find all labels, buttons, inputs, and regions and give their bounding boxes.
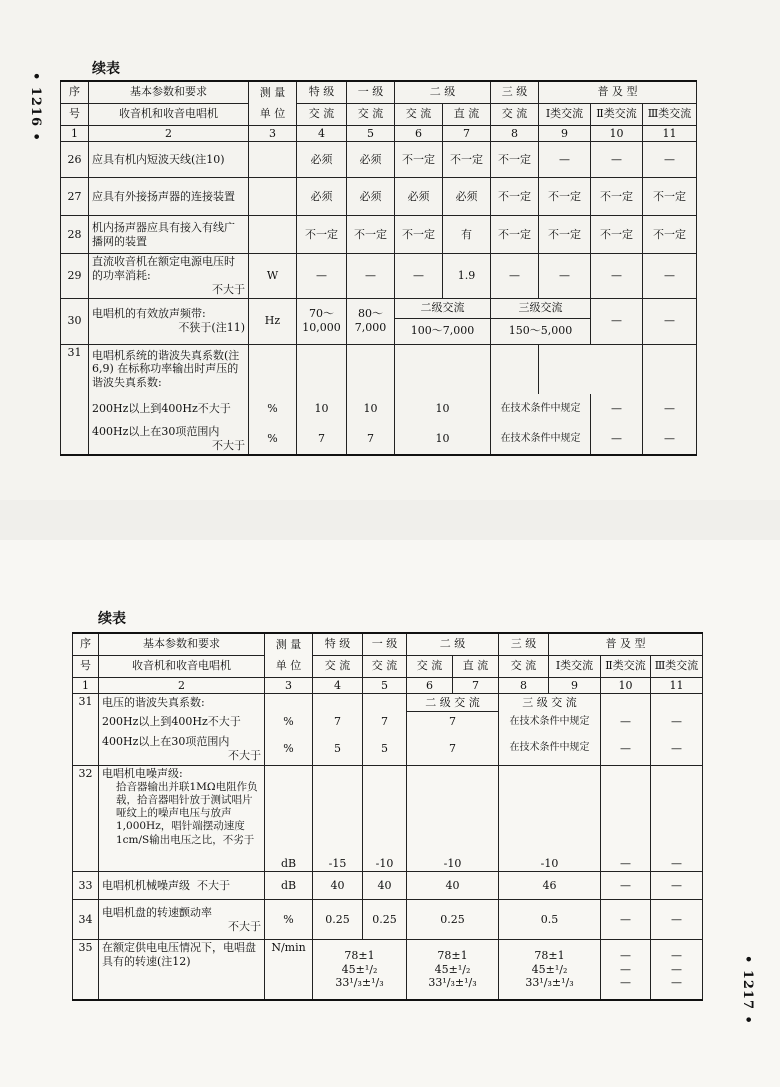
cell: — — [643, 424, 697, 455]
param-line: 直流收音机在额定电源电压时的功率消耗: — [92, 255, 235, 282]
speed-45: 45±¹/₂ — [341, 962, 378, 976]
param-line: 400Hz以上在30项范围内 — [92, 425, 220, 438]
cell: — — [395, 254, 443, 298]
row-number: 34 — [73, 900, 99, 940]
sub-header: 三级交流 — [491, 298, 591, 318]
cell: 不一定 — [643, 178, 697, 216]
cell: 不一定 — [591, 178, 643, 216]
cell: 0.5 — [499, 900, 601, 940]
hdr-third: 三 级 — [491, 81, 539, 103]
row-number: 31 — [73, 694, 99, 766]
hdr-ac: 交 流 — [395, 103, 443, 125]
cell: — — [601, 766, 651, 872]
hdr-ac: 交 流 — [347, 103, 395, 125]
cell: — — [643, 298, 697, 344]
hdr-dc: 直 流 — [443, 103, 491, 125]
table-caption: 续表 — [92, 61, 120, 77]
param-text: 机内扬声器应具有接入有线广播网的装置 — [89, 216, 249, 254]
cell: 不一定 — [347, 216, 395, 254]
hdr-param-top: 基本参数和要求 — [89, 81, 249, 103]
cell: — — [601, 732, 651, 766]
table-row — [73, 766, 703, 872]
cell: — — [651, 900, 703, 940]
colnum: 7 — [453, 677, 499, 694]
hdr-ac: 交 流 — [499, 655, 549, 677]
cell: 7 — [407, 732, 499, 766]
colnum: 3 — [265, 677, 313, 694]
speed-45: 45±¹/₂ — [434, 962, 471, 976]
table-row — [61, 344, 697, 394]
speed-cell — [407, 940, 499, 1000]
cell: 不一定 — [297, 216, 347, 254]
cell: 不一定 — [539, 216, 591, 254]
param-text — [89, 424, 249, 455]
cell: 80～ 7,000 — [347, 298, 395, 344]
cell: 7 — [297, 424, 347, 455]
dash-cell: — — — — [651, 940, 703, 1000]
cell: 不一定 — [491, 142, 539, 178]
page-1217 — [0, 540, 780, 1087]
cell: -10 — [407, 766, 499, 872]
cell: 40 — [363, 872, 407, 900]
cell: — — [651, 712, 703, 732]
cell: -10 — [363, 766, 407, 872]
cell: 必须 — [395, 178, 443, 216]
cell: 必须 — [297, 178, 347, 216]
cell: — — [643, 254, 697, 298]
param-text: 应具有外接扬声器的连接装置 — [89, 178, 249, 216]
hdr-ac: 交 流 — [407, 655, 453, 677]
cell: 在技术条件中规定 — [499, 732, 601, 766]
cell: — — [591, 394, 643, 424]
param-tail: 不大于 — [228, 748, 261, 762]
cell: 不一定 — [395, 142, 443, 178]
cell: — — [297, 254, 347, 298]
cell: — — [651, 766, 703, 872]
param-line: 200Hz以上到400Hz不大于 — [89, 394, 249, 424]
row-number: 32 — [73, 766, 99, 872]
colnum: 1 — [61, 125, 89, 142]
row-number: 35 — [73, 940, 99, 1000]
cell: 10 — [297, 394, 347, 424]
colnum: 2 — [89, 125, 249, 142]
cell: 在技术条件中规定 — [491, 394, 591, 424]
row-number: 29 — [61, 254, 89, 298]
table-row — [61, 178, 697, 216]
param-text: 在额定供电电压情况下，电唱盘具有的转速(注12) — [99, 940, 265, 1000]
param-line: 400Hz以上在30项范围内 — [102, 734, 230, 748]
unit: dB — [265, 872, 313, 900]
cell: 10 — [395, 394, 491, 424]
page-number: • 1216 • — [28, 72, 43, 142]
cell: 7 — [407, 712, 499, 732]
hdr-second: 二 级 — [407, 633, 499, 655]
hdr-class2-ac: Ⅱ类交流 — [591, 103, 643, 125]
cell: 0.25 — [407, 900, 499, 940]
unit: % — [265, 712, 313, 732]
cell: -15 — [313, 766, 363, 872]
hdr-special: 特 级 — [297, 81, 347, 103]
hdr-ac: 交 流 — [363, 655, 407, 677]
table-row — [73, 872, 703, 900]
hdr-first: 一 级 — [363, 633, 407, 655]
cell: — — [539, 142, 591, 178]
param-text: 电唱机系统的谐波失真系数(注6,9) 在标称功率输出时声压的谐波失真系数: — [89, 344, 249, 394]
cell: 46 — [499, 872, 601, 900]
cell: — — [651, 732, 703, 766]
speed-cell — [313, 940, 407, 1000]
colnum: 11 — [651, 677, 703, 694]
table-row — [61, 142, 697, 178]
cell: — — [651, 872, 703, 900]
sub-header: 三 级 交 流 — [499, 694, 601, 712]
hdr-ac: 交 流 — [297, 103, 347, 125]
unit: dB — [265, 766, 313, 872]
cell: — — [591, 424, 643, 455]
hdr-class3-ac: Ⅲ类交流 — [651, 655, 703, 677]
spec-table-1 — [60, 80, 697, 456]
colnum: 6 — [407, 677, 453, 694]
speed-33: 33¹/₃±¹/₃ — [335, 976, 384, 990]
cell: 1.9 — [443, 254, 491, 298]
cell: 必须 — [443, 178, 491, 216]
cell: 不一定 — [591, 216, 643, 254]
row-number: 27 — [61, 178, 89, 216]
cell: 40 — [407, 872, 499, 900]
cell: 不一定 — [443, 142, 491, 178]
table-row — [73, 900, 703, 940]
cell: 0.25 — [313, 900, 363, 940]
hdr-param-top: 基本参数和要求 — [99, 633, 265, 655]
table-row — [73, 694, 703, 712]
cell: 100～7,000 — [395, 318, 491, 344]
unit: N/min — [265, 940, 313, 1000]
hdr-ac: 交 流 — [313, 655, 363, 677]
param-text — [99, 872, 265, 900]
param-tail: 不大于 — [197, 878, 230, 892]
unit: % — [249, 394, 297, 424]
page-gap — [0, 500, 780, 540]
hdr-seq-top: 序 — [61, 81, 89, 103]
cell: 在技术条件中规定 — [491, 424, 591, 455]
cell: — — [591, 298, 643, 344]
row-number: 26 — [61, 142, 89, 178]
cell: 70～ 10,000 — [297, 298, 347, 344]
table-row — [61, 216, 697, 254]
cell: 10 — [395, 424, 491, 455]
sub-header: 二 级 交 流 — [407, 694, 499, 712]
colnum: 5 — [363, 677, 407, 694]
cell: 不一定 — [539, 178, 591, 216]
page-number: • 1217 • — [740, 955, 755, 1025]
cell: — — [347, 254, 395, 298]
param-text: 应具有机内短波天线(注10) — [89, 142, 249, 178]
hdr-param-bottom: 收音机和收音电唱机 — [89, 103, 249, 125]
param-text — [99, 732, 265, 766]
colnum: 4 — [313, 677, 363, 694]
colnum: 10 — [591, 125, 643, 142]
hdr-class2-ac: Ⅱ类交流 — [601, 655, 651, 677]
hdr-second: 二 级 — [395, 81, 491, 103]
speed-78: 78±1 — [534, 948, 565, 962]
param-line: 电唱机盘的转速颤动率 — [102, 906, 212, 919]
cell: 不一定 — [643, 216, 697, 254]
cell: — — [539, 254, 591, 298]
hdr-seq-top: 序 — [73, 633, 99, 655]
colnum: 1 — [73, 677, 99, 694]
param-text — [89, 254, 249, 298]
colnum: 7 — [443, 125, 491, 142]
param-text: 电压的谐波失真系数: — [99, 694, 265, 712]
cell: — — [591, 254, 643, 298]
cell: — — [491, 254, 539, 298]
param-tail: 不大于 — [228, 919, 261, 933]
colnum: 9 — [539, 125, 591, 142]
cell: — — [643, 142, 697, 178]
cell: 不一定 — [491, 216, 539, 254]
unit: % — [249, 424, 297, 455]
speed-78: 78±1 — [344, 948, 375, 962]
cell: -10 — [499, 766, 601, 872]
param-tail: 不大于 — [212, 282, 245, 296]
row-number: 28 — [61, 216, 89, 254]
param-line: 电唱机的有效放声频带: — [92, 307, 206, 321]
cell: 150～5,000 — [491, 318, 591, 344]
unit: Hz — [249, 298, 297, 344]
speed-45: 45±¹/₂ — [531, 962, 568, 976]
speed-33: 33¹/₃±¹/₃ — [428, 976, 477, 990]
row-number: 30 — [61, 298, 89, 344]
param-tail: 不大于 — [212, 438, 245, 452]
hdr-special: 特 级 — [313, 633, 363, 655]
table-caption: 续表 — [98, 611, 126, 627]
cell: — — [601, 900, 651, 940]
hdr-unit-top: 测 量 — [249, 81, 297, 103]
hdr-popular: 普 及 型 — [539, 81, 697, 103]
cell: 有 — [443, 216, 491, 254]
table-row — [61, 298, 697, 318]
param-line: 电唱机电噪声级: — [102, 767, 183, 781]
cell: 5 — [363, 732, 407, 766]
cell: 必须 — [297, 142, 347, 178]
param-detail: 拾音器输出并联1MΩ电阻作负载，拾音器唱针放于测试唱片哑纹上的噪声电压与放声1,000Hz，唱针端摆动速度1cm/S输出电压之比，不劣于 — [116, 781, 258, 846]
colnum: 5 — [347, 125, 395, 142]
dash-cell: — — — — [601, 940, 651, 1000]
hdr-param-bottom: 收音机和收音电唱机 — [99, 655, 265, 677]
colnum: 8 — [491, 125, 539, 142]
cell: 必须 — [347, 142, 395, 178]
hdr-dc: 直 流 — [453, 655, 499, 677]
colnum: 6 — [395, 125, 443, 142]
colnum: 3 — [249, 125, 297, 142]
sub-header: 二级交流 — [395, 298, 491, 318]
colnum: 2 — [99, 677, 265, 694]
page-1216 — [0, 0, 780, 500]
hdr-class1-ac: Ⅰ类交流 — [549, 655, 601, 677]
param-line: 200Hz以上到400Hz不大于 — [99, 712, 265, 732]
cell: 不一定 — [491, 178, 539, 216]
cell: 0.25 — [363, 900, 407, 940]
cell: — — [601, 712, 651, 732]
cell: 在技术条件中规定 — [499, 712, 601, 732]
hdr-seq-bottom: 号 — [73, 655, 99, 677]
param-text — [89, 298, 249, 344]
colnum: 4 — [297, 125, 347, 142]
spec-table-2 — [72, 632, 703, 1001]
cell: — — [601, 872, 651, 900]
table-row — [73, 940, 703, 1000]
cell: 7 — [363, 712, 407, 732]
cell: 40 — [313, 872, 363, 900]
colnum: 10 — [601, 677, 651, 694]
cell: 10 — [347, 394, 395, 424]
hdr-unit-bottom: 单 位 — [249, 103, 297, 125]
param-tail: 不狭于(注11) — [178, 321, 245, 334]
hdr-unit-top: 测 量 — [265, 633, 313, 655]
hdr-seq-bottom: 号 — [61, 103, 89, 125]
unit: % — [265, 732, 313, 766]
hdr-class1-ac: Ⅰ类交流 — [539, 103, 591, 125]
row-number: 33 — [73, 872, 99, 900]
unit: % — [265, 900, 313, 940]
colnum: 8 — [499, 677, 549, 694]
speed-78: 78±1 — [437, 948, 468, 962]
cell: 5 — [313, 732, 363, 766]
cell: — — [591, 142, 643, 178]
colnum: 11 — [643, 125, 697, 142]
hdr-popular: 普 及 型 — [549, 633, 703, 655]
speed-cell — [499, 940, 601, 1000]
table-row — [61, 254, 697, 298]
unit: W — [249, 254, 297, 298]
hdr-class3-ac: Ⅲ类交流 — [643, 103, 697, 125]
param-text — [99, 766, 265, 872]
hdr-third: 三 级 — [499, 633, 549, 655]
hdr-ac: 交 流 — [491, 103, 539, 125]
cell: — — [643, 394, 697, 424]
param-line: 电唱机机械噪声级 — [102, 878, 190, 892]
param-text — [99, 900, 265, 940]
speed-33: 33¹/₃±¹/₃ — [525, 976, 574, 990]
row-number: 31 — [61, 344, 89, 455]
cell: 7 — [347, 424, 395, 455]
cell: 不一定 — [395, 216, 443, 254]
colnum: 9 — [549, 677, 601, 694]
hdr-unit-bottom: 单 位 — [265, 655, 313, 677]
cell: 7 — [313, 712, 363, 732]
cell: 必须 — [347, 178, 395, 216]
hdr-first: 一 级 — [347, 81, 395, 103]
